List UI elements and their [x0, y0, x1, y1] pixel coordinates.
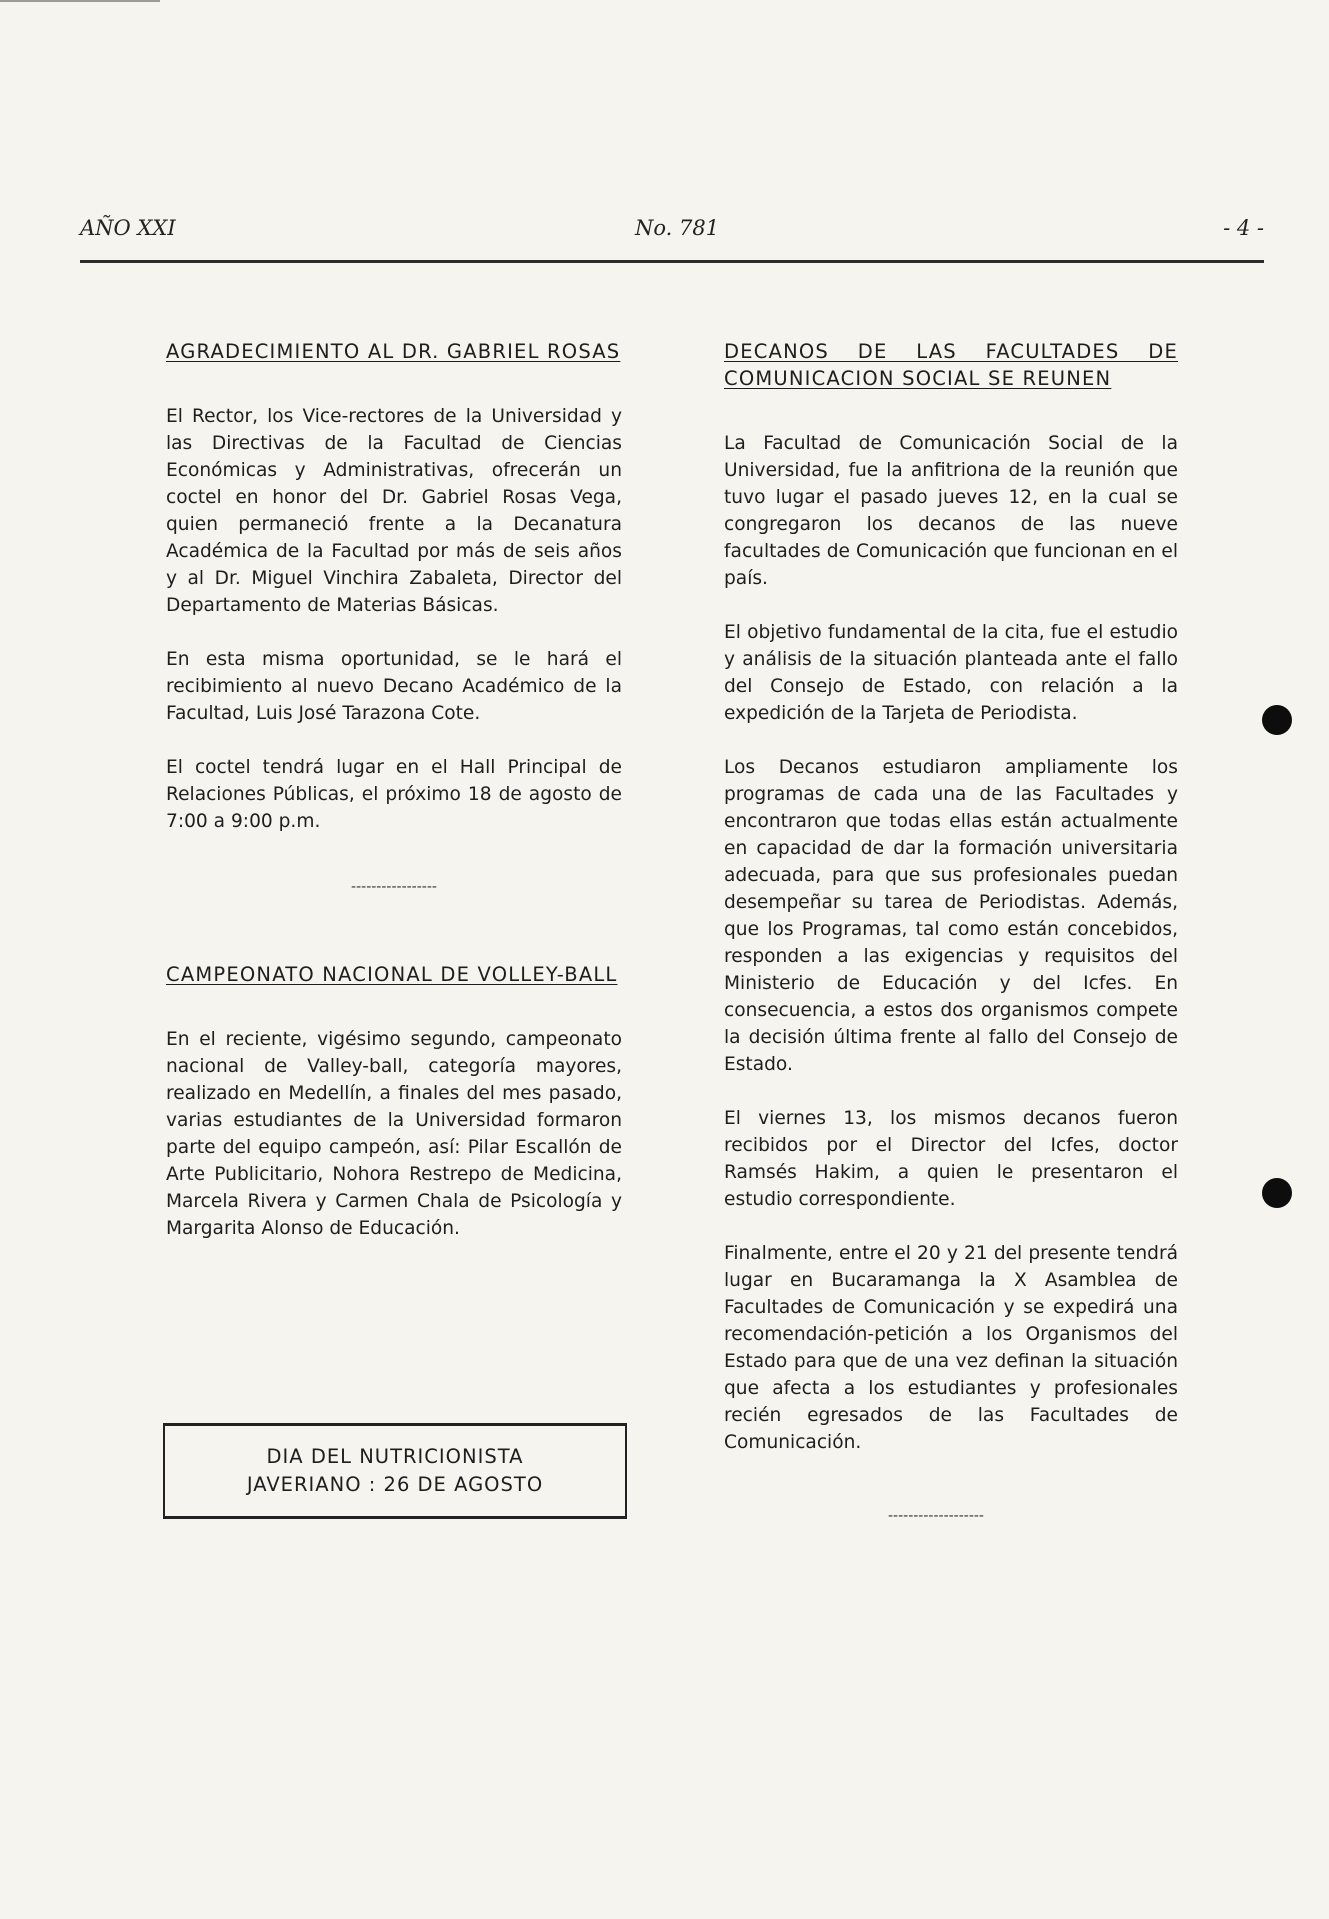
- right-column: [724, 338, 1178, 1483]
- article-title-decanos: DECANOS DE LAS FACULTADES DE COMUNICACION SOCIAL SE REUNEN: [724, 340, 1178, 390]
- article-title-campeonato: CAMPEONATO NACIONAL DE VOLLEY-BALL: [166, 963, 618, 986]
- header-rule: [80, 260, 1264, 263]
- article-paragraph: Finalmente, entre el 20 y 21 del presente tendrá lugar en Bucaramanga la X Asamblea de Facultades de Comunicación y se expedirá una recomendación-petición a los Organismos del Estado para que de una vez definan la situación que afecta a los estudiantes y profesionales recién egresados de las Facultades de Comunicación.: [724, 1243, 1178, 1453]
- article-paragraph: El Rector, los Vice-rectores de la Universidad y las Directivas de la Facultad de Ciencias Económicas y Administrativas, ofrecerán un coctel en honor del Dr. Gabriel Rosas Vega, quien permaneció frente a la Decanatura Académica de la Facultad por más de seis años y al Dr. Miguel Vinchira Zabaleta, Director del Departamento de Materias Básicas.: [166, 406, 622, 616]
- article-title-agradecimiento: AGRADECIMIENTO AL DR. GABRIEL ROSAS: [166, 340, 621, 363]
- article-paragraph: En el reciente, vigésimo segundo, campeonato nacional de Valley-ball, categoría mayores, realizado en Medellín, a finales del mes pasado, varias estudiantes de la Universidad formaron parte del equipo campeón, así: Pilar Escallón de Arte Publicitario, Nohora Restrepo de Medicina, Marcela Rivera y Carmen Chala de Psicología y Margarita Alonso de Educación.: [166, 1029, 622, 1239]
- article-paragraph: El objetivo fundamental de la cita, fue el estudio y análisis de la situación planteada ante el fallo del Consejo de Estado, con relación a la expedición de la Tarjeta de Periodista.: [724, 622, 1178, 724]
- header-page-number: - 4 -: [1223, 216, 1264, 240]
- section-separator: -----------------: [351, 879, 437, 895]
- left-column: [166, 338, 622, 1269]
- binder-hole-mark: [1262, 705, 1292, 735]
- header-issue-number: No. 781: [635, 216, 720, 240]
- header-year: AÑO XXI: [80, 216, 176, 240]
- article-paragraph: Los Decanos estudiaron ampliamente los programas de cada una de las Facultades y encontraron que todas ellas están actualmente en capacidad de dar la formación universitaria adecuada, para que sus profesionales puedan desempeñar su tarea de Periodistas. Además, que los Programas, tal como están concebidos, responden a las exigencias y requisitos del Ministerio de Educación y del Icfes. En consecuencia, a estos dos organismos compete la decisión última frente al fallo del Consejo de Estado.: [724, 757, 1178, 1075]
- article-paragraph: El viernes 13, los mismos decanos fueron recibidos por el Director del Icfes, doctor Ramsés Hakim, a quien le presentaron el estudio correspondiente.: [724, 1108, 1178, 1210]
- article-paragraph: El coctel tendrá lugar en el Hall Principal de Relaciones Públicas, el próximo 18 de agosto de 7:00 a 9:00 p.m.: [166, 757, 622, 832]
- article-paragraph: En esta misma oportunidad, se le hará el recibimiento al nuevo Decano Académico de la Facultad, Luis José Tarazona Cote.: [166, 649, 622, 724]
- article-paragraph: La Facultad de Comunicación Social de la Universidad, fue la anfitriona de la reunión que tuvo lugar el pasado jueves 12, en la cual se congregaron los decanos de las nueve facultades de Comunicación que funcionan en el país.: [724, 433, 1178, 589]
- announcement-line-1: DIA DEL NUTRICIONISTA: [266, 1445, 524, 1468]
- scan-edge-line: [0, 0, 160, 2]
- section-separator-right: -------------------: [888, 1508, 984, 1524]
- page-header: [80, 216, 1264, 250]
- announcement-box: [163, 1423, 627, 1519]
- announcement-line-2: JAVERIANO : 26 DE AGOSTO: [246, 1473, 544, 1496]
- binder-hole-mark: [1262, 1178, 1292, 1208]
